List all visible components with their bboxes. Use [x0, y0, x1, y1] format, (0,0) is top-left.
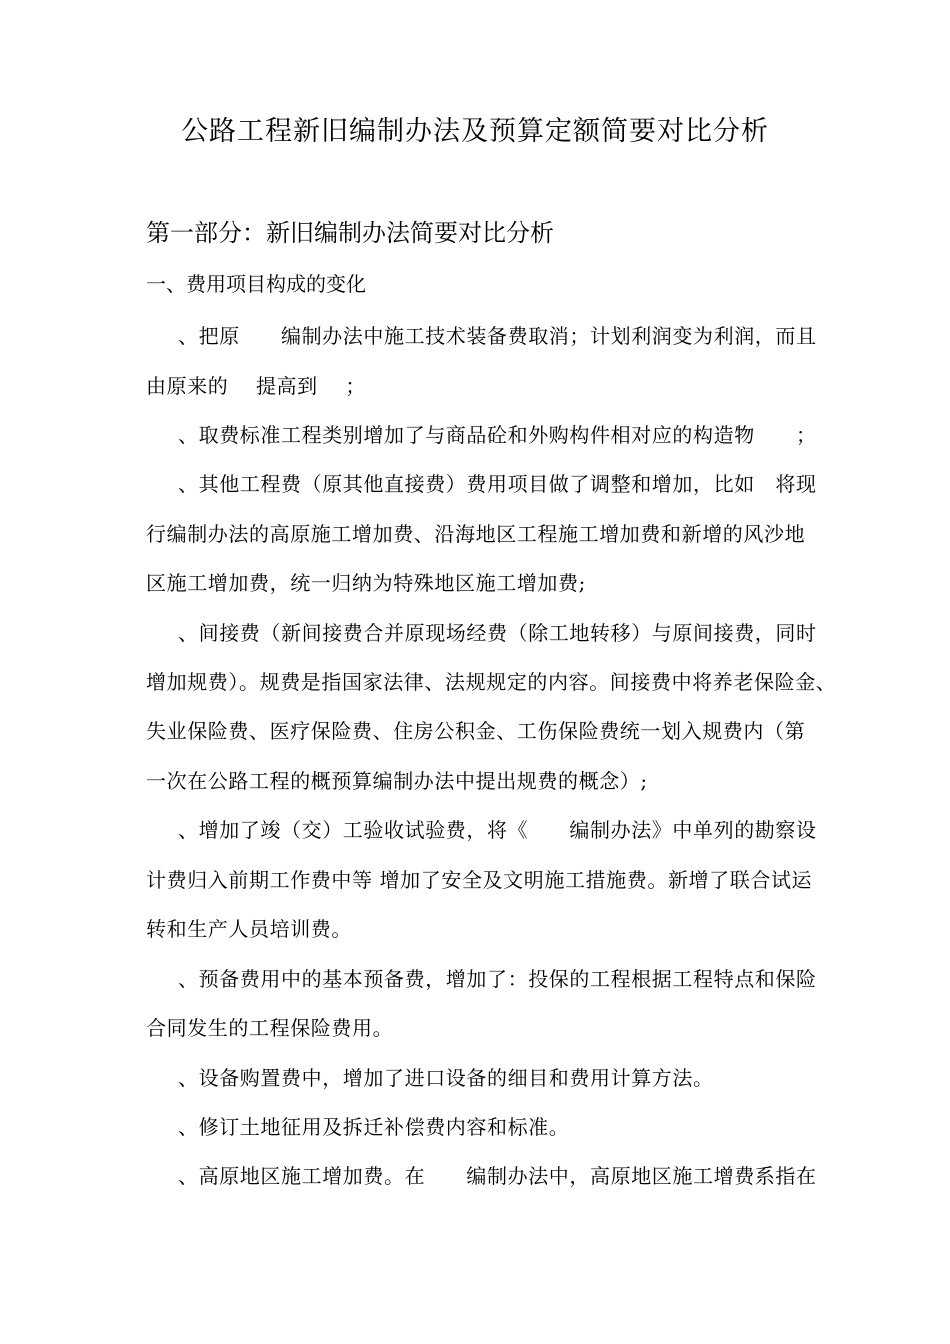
paragraph-line: 、修订土地征用及拆迁补偿费内容和标准。	[178, 1115, 570, 1139]
paragraph-line: 、增加了竣（交）工验收试验费，将《 编制办法》中单列的勘察设	[178, 818, 817, 842]
section-heading: 一、费用项目构成的变化	[146, 272, 366, 296]
paragraph-line: 由原来的 提高到 ；	[146, 374, 366, 398]
paragraph-line: 、间接费（新间接费合并原现场经费（除工地转移）与原间接费，同时	[178, 621, 817, 645]
paragraph-line: 、高原地区施工增加费。在 编制办法中，高原地区施工增费系指在	[178, 1164, 817, 1188]
paragraph-line: 一次在公路工程的概预算编制办法中提出规费的概念）;	[146, 769, 648, 793]
paragraph-line: 、预备费用中的基本预备费，增加了：投保的工程根据工程特点和保险	[178, 967, 817, 991]
paragraph-line: 计费归入前期工作费中等 增加了安全及文明施工措施费。新增了联合试运	[146, 868, 813, 892]
paragraph-line: 增加规费）。规费是指国家法律、法规规定的内容。间接费中将养老保险金、	[146, 670, 837, 694]
paragraph-line: 区施工增加费，统一归纳为特殊地区施工增加费;	[146, 571, 586, 595]
paragraph-line: 、把原 编制办法中施工技术装备费取消；计划利润变为利润，而且	[178, 324, 817, 348]
paragraph-line: 、其他工程费（原其他直接费）费用项目做了调整和增加，比如 将现	[178, 472, 817, 496]
paragraph-line: 、取费标准工程类别增加了与商品砼和外购构件相对应的构造物 ；	[178, 423, 817, 447]
paragraph-line: 失业保险费、医疗保险费、住房公积金、工伤保险费统一划入规费内（第	[146, 719, 806, 743]
paragraph-line: 转和生产人员培训费。	[146, 917, 352, 941]
paragraph-line: 、设备购置费中，增加了进口设备的细目和费用计算方法。	[178, 1066, 714, 1090]
document-title: 公路工程新旧编制办法及预算定额简要对比分析	[181, 116, 769, 147]
paragraph-line: 合同发生的工程保险费用。	[146, 1016, 394, 1040]
part-heading: 第一部分：新旧编制办法简要对比分析	[146, 219, 554, 247]
paragraph-line: 行编制办法的高原施工增加费、沿海地区工程施工增加费和新增的风沙地	[146, 522, 806, 546]
